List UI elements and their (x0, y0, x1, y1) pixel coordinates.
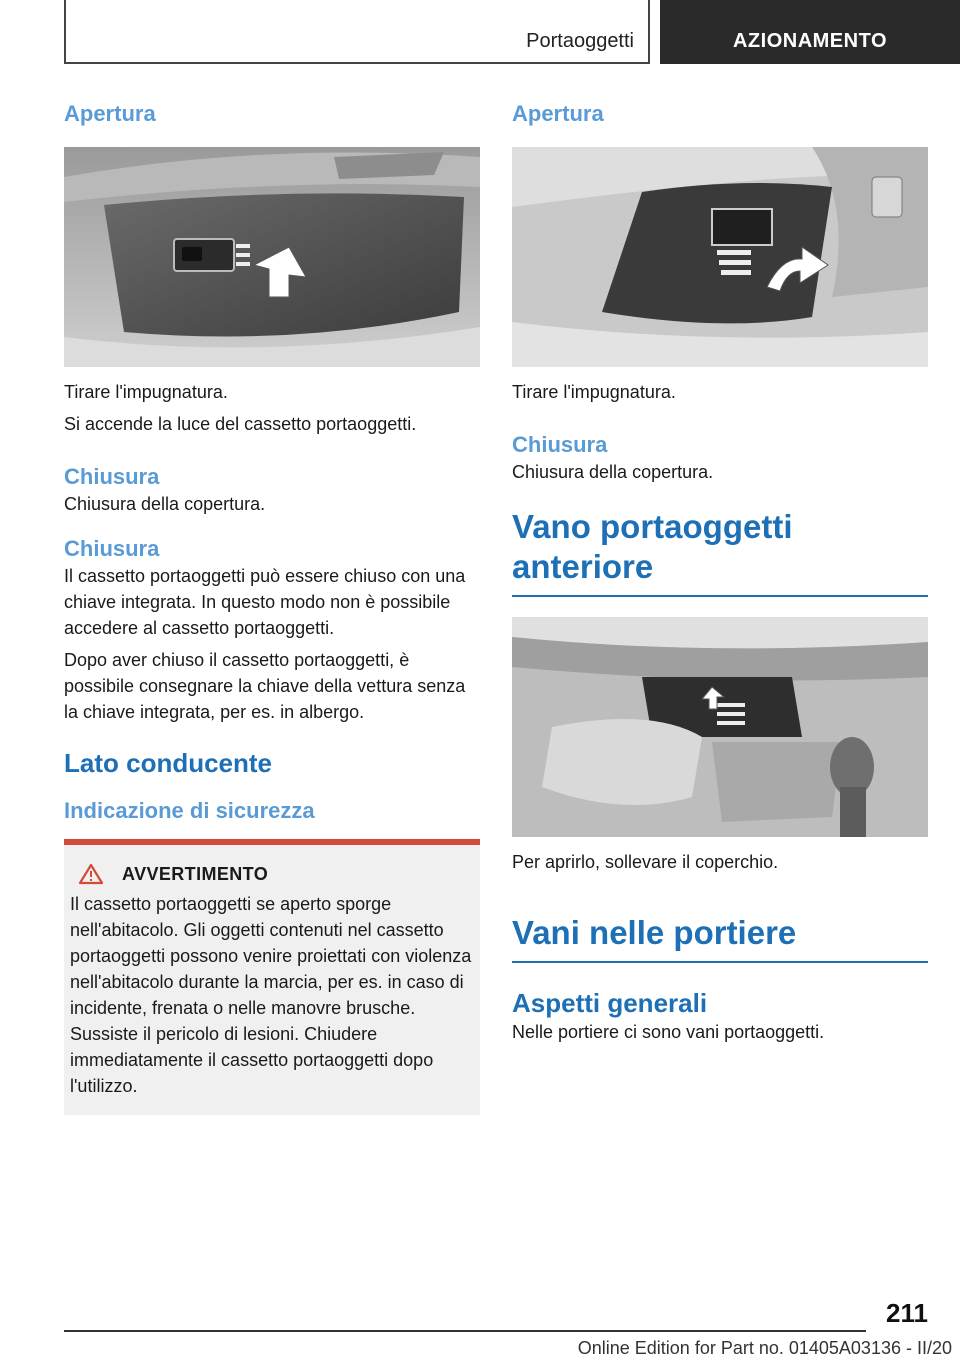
heading-driver-side: Lato conducente (64, 748, 273, 778)
caption-pull-handle-left: Tirare l'impugnatura. (64, 382, 228, 402)
footer-rule (64, 1330, 866, 1332)
heading-safety-note: Indicazione di sicurezza (64, 798, 315, 823)
warning-title: AVVERTIMENTO (122, 863, 269, 884)
heading-chiusura-left-1: Chiusura (64, 464, 160, 489)
glovebox-illustration (64, 147, 480, 367)
caption-lift-cover: Per aprirlo, sollevare il coperchio. (512, 852, 779, 872)
warning-title-row (70, 863, 474, 885)
caption-pull-handle-right: Tirare l'impugnatura. (512, 382, 676, 402)
heading-apertura-right: Apertura (512, 101, 604, 126)
text-general-aspects: Nelle portiere ci sono vani portaoggetti. (512, 1022, 825, 1042)
caption-light-on: Si accende la luce del cassetto portaoggetti. (64, 414, 417, 434)
heading-general-aspects: Aspetti generali (512, 988, 708, 1018)
warning-box (64, 839, 480, 1115)
header-frame (64, 0, 650, 64)
warning-content (64, 845, 480, 1115)
header-section-title: Portaoggetti (526, 30, 634, 52)
left-column (64, 100, 480, 1115)
chapter-door-compartments: Vani nelle portiere (512, 914, 797, 951)
heading-chiusura-left-2: Chiusura (64, 536, 160, 561)
center-console-illustration (512, 617, 928, 837)
heading-apertura-left: Apertura (64, 101, 156, 126)
para-lock-2: Dopo aver chiuso il cassetto portaoggetti, è possibile consegnare la chiave della vettura senza la chiave integrata, per es. in albergo. (64, 650, 466, 722)
warning-triangle-icon (78, 863, 104, 885)
chapter-front-compartment: Vano portaoggetti anteriore (512, 508, 793, 585)
glovebox-closeup-illustration (512, 147, 928, 367)
footer-edition: Online Edition for Part no. 01405A03136 - II/20 (577, 1338, 952, 1358)
warning-text: Il cassetto portaoggetti se aperto sporge nell'abitacolo. Gli oggetti contenuti nel cassetto portaoggetti possono venire proiettati con violenza nell'abitacolo durante la marcia, per es. in caso di incidente, frenata o nelle manovre brusche. Sussiste il pericolo di lesioni. Chiudere immediatamente il cassetto portaoggetti dopo l'utilizzo. (70, 894, 472, 1096)
chapter-rule-doors (512, 961, 928, 963)
right-column (512, 100, 928, 1045)
header-chapter-label: AZIONAMENTO (732, 30, 887, 52)
text-chiusura-right: Chiusura della copertura. (512, 462, 714, 482)
glovebox-photo-left (64, 147, 480, 367)
header-chapter-tab[interactable] (660, 0, 960, 64)
text-chiusura-left: Chiusura della copertura. (64, 494, 266, 514)
center-console-photo (512, 617, 928, 837)
heading-chiusura-right: Chiusura (512, 432, 608, 457)
chapter-rule-front (512, 595, 928, 597)
page-number: 211 (886, 1298, 928, 1328)
glovebox-photo-right (512, 147, 928, 367)
para-lock-1: Il cassetto portaoggetti può essere chiuso con una chiave integrata. In questo modo non è possibile accedere al cassetto portaoggetti. (64, 566, 466, 638)
